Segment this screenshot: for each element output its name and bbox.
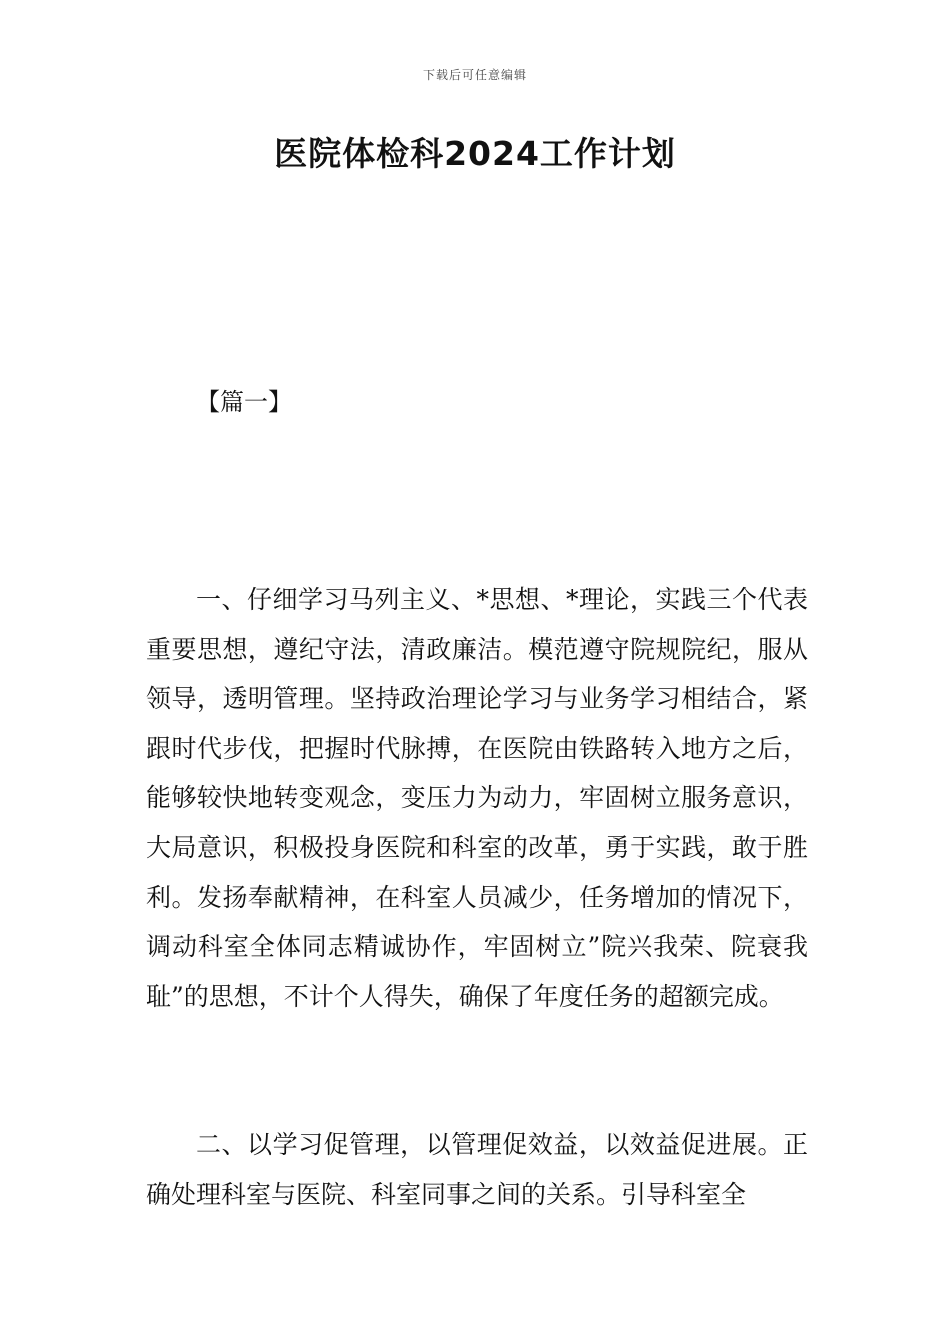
paragraph-1: 一、仔细学习马列主义、*思想、*理论，实践三个代表重要思想，遵纪守法，清政廉洁。模范遵守院规院纪，服从领导，透明管理。坚持政治理论学习与业务学习相结合，紧跟时代步伐，把握时代脉搏，在医院由铁路转入地方之后，能够较快地转变观念，变压力为动力，牢固树立服务意识，大局意识，积极投身医院和科室的改革，勇于实践，敢于胜利。发扬奉献精神，在科室人员减少，任务增加的情况下，调动科室全体同志精诚协作，牢固树立”院兴我荣、院衰我耻”的思想，不计个人得失，确保了年度任务的超额完成。 xyxy=(146,585,808,1011)
header-note: 下载后可任意编辑 xyxy=(422,68,527,82)
document-title: 医院体检科2024工作计划 xyxy=(274,134,676,173)
paragraph-2: 二、以学习促管理，以管理促效益，以效益促进展。正确处理科室与医院、科室同事之间的关系。引导科室全 xyxy=(146,1130,808,1209)
section-label: 【篇一】 xyxy=(196,388,292,416)
